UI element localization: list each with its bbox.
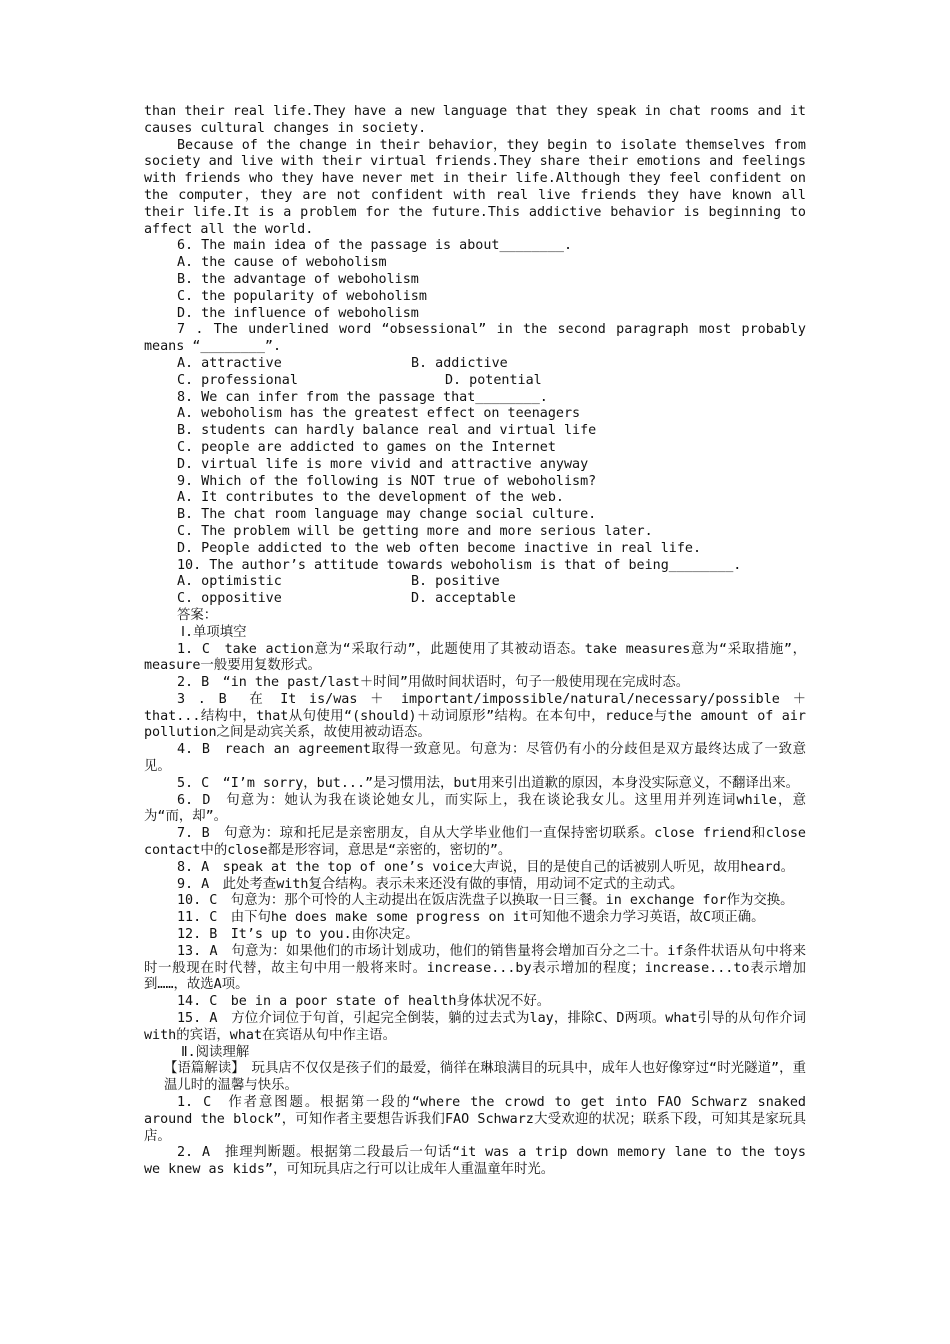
document-page bbox=[144, 104, 806, 1179]
question-option: C. The problem will be getting more and more serious later. bbox=[177, 523, 653, 539]
question-stem: 7 . The underlined word “obsessional” in the second paragraph most probably means “________”. bbox=[144, 322, 806, 355]
answers-heading: 答案： bbox=[177, 607, 218, 623]
answer-item: 13. A 句意为：如果他们的市场计划成功，他们的销售量将会增加百分之二十。if条件状语从句中将来时一般现在时代替，故主句中用一般将来时。increase...by表示增加的程度；increase...to表示增加到……，故选A项。 bbox=[144, 943, 806, 993]
option-row bbox=[144, 574, 806, 591]
question-option: D. acceptable bbox=[411, 591, 516, 607]
option-row bbox=[144, 591, 806, 608]
question-stem: 6. The main idea of the passage is about________. bbox=[177, 238, 573, 254]
question-option: A. attractive bbox=[177, 355, 282, 371]
question-option: B. The chat room language may change social culture. bbox=[177, 507, 597, 523]
answer-item: 7. B 句意为：琼和托尼是亲密朋友，自从大学毕业他们一直保持密切联系。close friend和close contact中的close都是形容词，意思是“亲密的，密切的”。 bbox=[144, 826, 806, 859]
question-option: B. students can hardly balance real and virtual life bbox=[177, 423, 597, 439]
question-stem: 9. Which of the following is NOT true of weboholism? bbox=[177, 473, 597, 489]
question-option: D. virtual life is more vivid and attractive anyway bbox=[177, 456, 589, 472]
option-row bbox=[144, 356, 806, 373]
answer-item: 2. B “in the past/last＋时间”用做时间状语时，句子一般使用现在完成时态。 bbox=[177, 675, 690, 691]
answer-item: 4. B reach an agreement取得一致意见。句意为：尽管仍有小的分歧但是双方最终达成了一致意见。 bbox=[144, 742, 806, 775]
question-option: C. the popularity of weboholism bbox=[177, 288, 427, 304]
answer-item: 14. C be in a poor state of health身体状况不好。 bbox=[177, 994, 551, 1010]
answer-item: 12. B It’s up to you.由你决定。 bbox=[177, 927, 419, 943]
question-option: C. people are addicted to games on the Internet bbox=[177, 439, 556, 455]
question-option: B. the advantage of weboholism bbox=[177, 271, 419, 287]
passage-paragraph-2: Because of the change in their behavior，they begin to isolate themselves from society and live with their virtual friends.They share their emotions and feelings with friends who they have never met in their life.Although they feel confident on the computer，they are not confident with real live friends they have known all their life.It is a problem for the future.This addictive behavior is beginning to affect all the world. bbox=[144, 137, 806, 237]
question-option: A. the cause of weboholism bbox=[177, 255, 387, 271]
passage-paragraph-1-tail: than their real life.They have a new language that they speak in chat rooms and it causes cultural changes in society. bbox=[144, 104, 806, 136]
answer-item: 1. C 作者意图题。根据第一段的“where the crowd to get into FAO Schwarz snaked around the block”，可知作者主要想告诉我们FAO Schwarz大受欢迎的状况；联系下段，可知其是家玩具店。 bbox=[144, 1095, 806, 1144]
option-row bbox=[144, 373, 806, 390]
question-stem: 10. The author’s attitude towards weboholism is that of being________. bbox=[177, 557, 742, 573]
answer-item: 8. A speak at the top of one’s voice大声说，目的是使自己的话被别人听见，故用heard。 bbox=[177, 859, 795, 875]
question-option: C. professional bbox=[177, 372, 298, 388]
question-option: B. positive bbox=[411, 574, 500, 590]
answer-item: 1. C take action意为“采取行动”，此题使用了其被动语态。take measures意为“采取措施”，measure一般要用复数形式。 bbox=[144, 641, 806, 674]
question-option: C. oppositive bbox=[177, 591, 282, 607]
question-option: D. People addicted to the web often become inactive in real life. bbox=[177, 540, 702, 556]
question-stem: 8. We can infer from the passage that________. bbox=[177, 389, 548, 405]
answer-item: 2. A 推理判断题。根据第二段最后一句话“it was a trip down memory lane to the toys we knew as kids”，可知玩具店之行可以让成年人重温童年时光。 bbox=[144, 1145, 806, 1178]
answer-item: 10. C 句意为：那个可怜的人主动提出在饭店洗盘子以换取一日三餐。in exchange for作为交换。 bbox=[177, 893, 794, 909]
question-option: D. the influence of weboholism bbox=[177, 305, 419, 321]
question-option: B. addictive bbox=[411, 355, 508, 371]
answer-item: 5. C “I’m sorry，but...”是习惯用法，but用来引出道歉的原因，本身没实际意义，不翻译出来。 bbox=[177, 775, 799, 791]
answer-item: 6. D 句意为：她认为我在谈论她女儿，而实际上，我在谈论我女儿。这里用并列连词while，意为“而，却”。 bbox=[144, 792, 806, 825]
answer-item: 15. A 方位介词位于句首，引起完全倒装，躺的过去式为lay，排除C、D两项。what引导的从句作介词with的宾语，what在宾语从句中作主语。 bbox=[144, 1011, 806, 1043]
answer-item: 3 . B 在 It is/was ＋ important/impossible/natural/necessary/possible ＋that...结构中，that从句使用“(should)＋动词原形”结构。在本句中，reduce与the amount of air pollution之间是动宾关系，故使用被动语态。 bbox=[144, 691, 806, 741]
passage-summary: 【语篇解读】 玩具店不仅仅是孩子们的最爱，徜徉在琳琅满目的玩具中，成年人也好像穿过“时光隧道”，重温儿时的温馨与快乐。 bbox=[164, 1061, 806, 1094]
question-option: D. potential bbox=[445, 372, 542, 388]
section-heading: Ⅰ.单项填空 bbox=[181, 624, 247, 640]
question-option: A. It contributes to the development of the web. bbox=[177, 490, 564, 506]
question-option: A. weboholism has the greatest effect on teenagers bbox=[177, 406, 581, 422]
question-option: A. optimistic bbox=[177, 574, 282, 590]
answer-item: 9. A 此处考查with复合结构。表示未来还没有做的事情，用动词不定式的主动式。 bbox=[177, 876, 684, 892]
section-heading: Ⅱ.阅读理解 bbox=[181, 1044, 250, 1060]
answer-item: 11. C 由下句he does make some progress on it可知他不遗余力学习英语，故C项正确。 bbox=[177, 910, 765, 926]
